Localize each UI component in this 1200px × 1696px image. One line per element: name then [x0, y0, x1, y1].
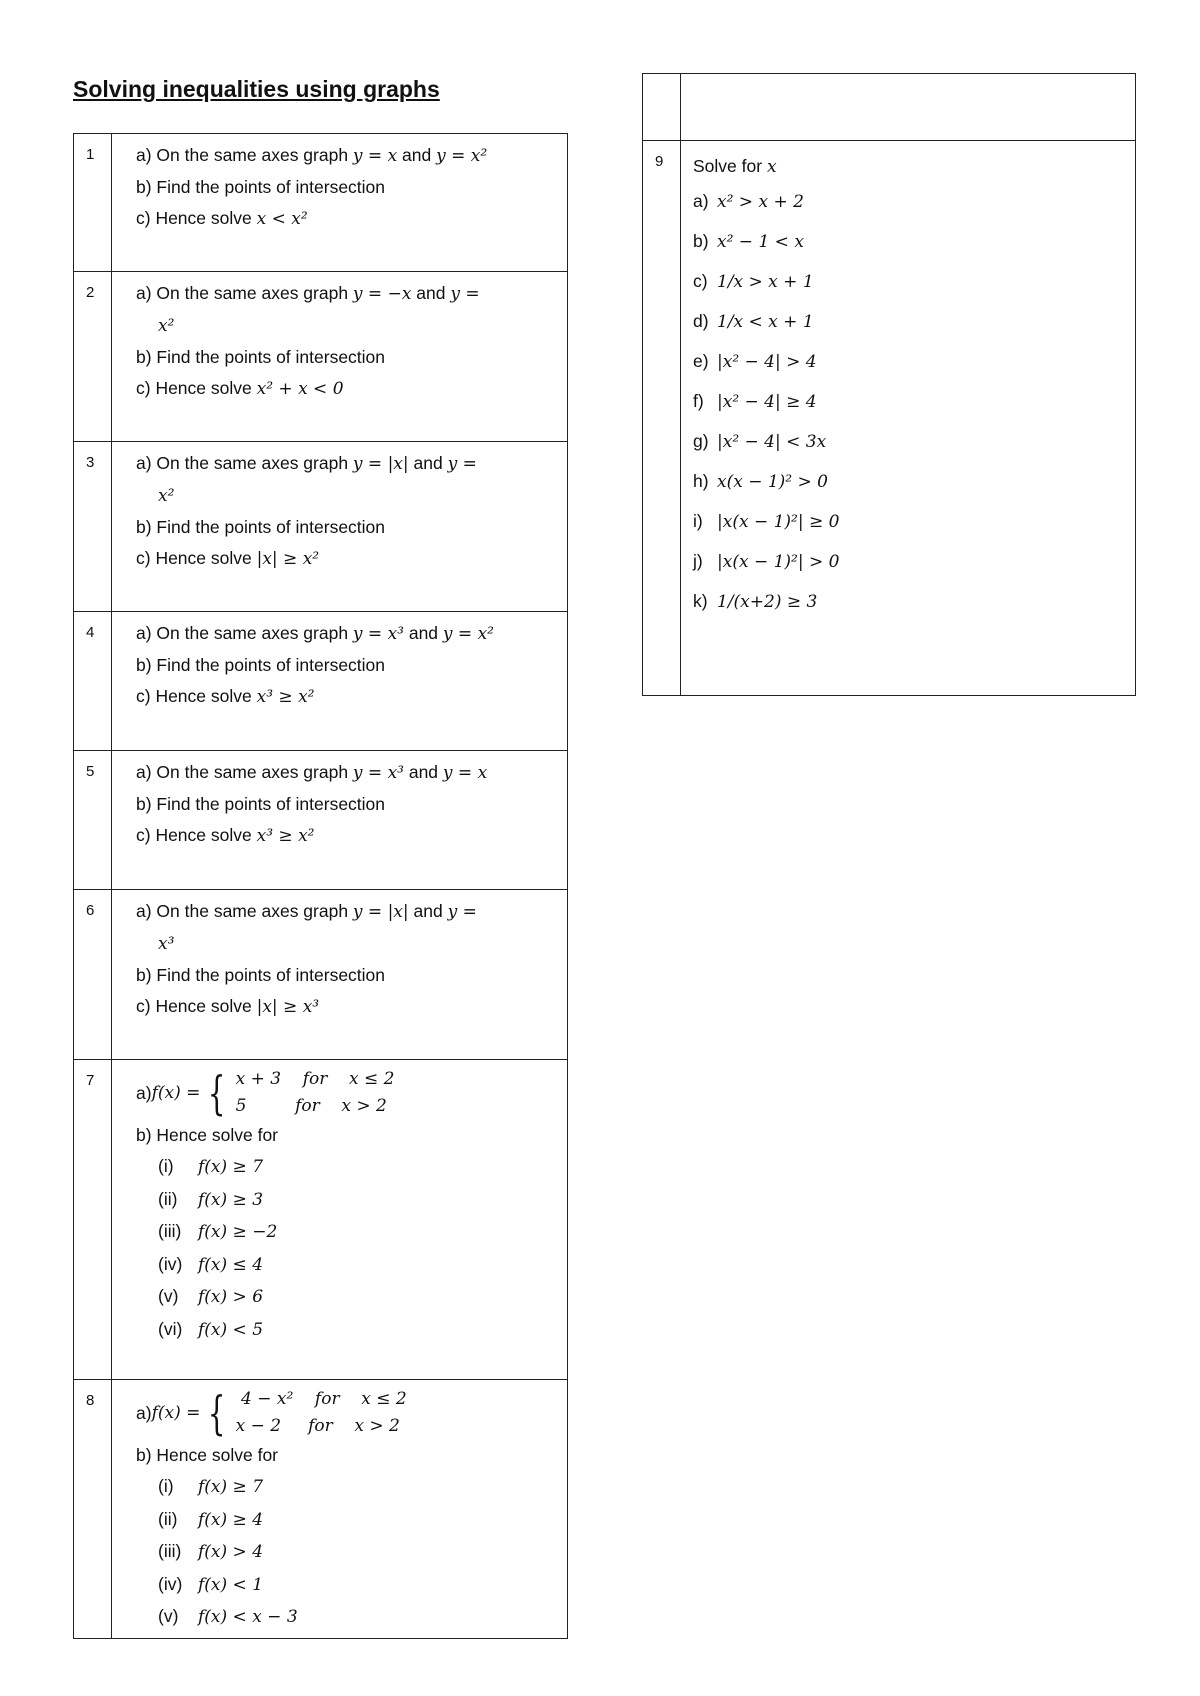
sub-question [136, 1151, 567, 1184]
math-expression: x² + x < 0 [256, 379, 344, 399]
question-body [112, 1060, 568, 1380]
math-expression: y = x³ [352, 763, 404, 783]
right-question-table [642, 73, 1136, 696]
math-expression: y = [447, 902, 477, 922]
header-number-cell [643, 74, 681, 141]
math-expression: f(x) ≥ 7 [198, 1157, 264, 1177]
question-line [136, 342, 567, 373]
math-expression: 1/x < x + 1 [717, 312, 814, 332]
instruction-text: a) On the same axes graph [136, 762, 353, 782]
piecewise-definition [136, 1386, 567, 1440]
instruction-text: b) Hence solve for [136, 1125, 279, 1145]
question-line [136, 681, 567, 713]
question-line [136, 650, 567, 681]
question-line [136, 960, 567, 991]
q9-heading [681, 151, 1135, 182]
math-expression: y = x [442, 763, 488, 783]
q9-item [681, 582, 1135, 622]
piecewise-cases [236, 1386, 407, 1440]
q9-item-label: g) [693, 431, 709, 451]
piecewise-case: 5 for x > 2 [235, 1096, 387, 1116]
sub-question [136, 1184, 567, 1217]
instruction-text: a) On the same axes graph [136, 453, 353, 473]
sub-question [136, 1281, 567, 1314]
sub-question-label: (ii) [158, 1508, 178, 1529]
instruction-text: a) On the same axes graph [136, 623, 353, 643]
question-9-body [681, 141, 1136, 696]
q9-item [681, 262, 1135, 302]
math-expression: |x² − 4| > 4 [717, 352, 817, 372]
worksheet-title: Solving inequalities using graphs [73, 76, 440, 102]
sub-question-label: (ii) [158, 1188, 178, 1209]
question-row [74, 1380, 568, 1639]
question-line [136, 928, 567, 960]
question-line [136, 140, 567, 172]
sub-question-label: (iv) [158, 1573, 183, 1594]
question-body [112, 751, 568, 890]
q9-item [681, 182, 1135, 222]
sub-question [136, 1536, 567, 1569]
question-line [136, 789, 567, 820]
math-expression: x³ [158, 934, 175, 954]
math-expression: x³ ≥ x² [256, 687, 315, 707]
math-expression: y = [450, 284, 480, 304]
sub-question-label: (i) [158, 1476, 174, 1496]
question-line [136, 543, 567, 575]
question-line [136, 203, 567, 235]
instruction-text: b) Find the points of intersection [136, 655, 386, 675]
question-number: 2 [74, 272, 112, 442]
instruction-text: b) Hence solve for [136, 1445, 279, 1465]
q9-item-label: i) [693, 511, 703, 531]
instruction-text: c) Hence solve [136, 825, 257, 845]
question-line [136, 172, 567, 203]
q9-item [681, 502, 1135, 542]
left-brace-symbol: { [208, 1386, 226, 1440]
math-expression: x² [158, 486, 175, 506]
q9-item-label: k) [693, 591, 708, 611]
question-row [74, 1060, 568, 1380]
instruction-text: b) Find the points of intersection [136, 965, 386, 985]
q9-item-label: d) [693, 311, 709, 331]
instruction-text: a) On the same axes graph [136, 283, 353, 303]
instruction-text: c) Hence solve [136, 208, 257, 228]
math-expression: y = x² [442, 624, 494, 644]
math-expression: y = x³ [352, 624, 404, 644]
math-expression: |x| ≥ x³ [256, 997, 320, 1017]
piecewise-case: x − 2 for x > 2 [235, 1416, 400, 1436]
instruction-text: b) Find the points of intersection [136, 177, 386, 197]
instruction-text: and [408, 901, 448, 921]
sub-question-label: (vi) [158, 1318, 183, 1339]
q9-heading-variable: x [766, 157, 777, 177]
math-expression: x < x² [256, 209, 308, 229]
math-expression: y = [447, 454, 477, 474]
question-body [112, 272, 568, 442]
instruction-text: b) Find the points of intersection [136, 347, 386, 367]
sub-question-label: (i) [158, 1156, 174, 1176]
q9-item-label: f) [693, 391, 704, 411]
q9-item-label: c) [693, 271, 708, 291]
math-expression: f(x) > 4 [198, 1542, 264, 1562]
part-label: a) [136, 1083, 152, 1103]
math-expression: y = |x| [352, 902, 409, 922]
math-expression: f(x) < 5 [198, 1319, 264, 1340]
question-line [136, 991, 567, 1023]
math-expression: f(x) ≥ 4 [198, 1509, 264, 1530]
left-question-table [73, 133, 568, 1639]
question-number: 3 [74, 442, 112, 612]
instruction-text: and [397, 145, 437, 165]
question-line [136, 757, 567, 789]
math-expression: |x| ≥ x² [256, 549, 320, 569]
q9-heading-text: Solve for [693, 156, 767, 176]
sub-question-label: (v) [158, 1606, 179, 1626]
sub-question [136, 1504, 567, 1537]
math-expression: f(x) > 6 [198, 1287, 264, 1307]
question-row [74, 134, 568, 272]
sub-question [136, 1216, 567, 1249]
piecewise-cases [236, 1066, 395, 1120]
sub-question [136, 1314, 567, 1347]
sub-question [136, 1471, 567, 1504]
instruction-text: and [411, 283, 451, 303]
question-line [136, 278, 567, 310]
sub-question-label: (iii) [158, 1541, 182, 1561]
question-body [112, 890, 568, 1060]
math-expression: x³ ≥ x² [256, 826, 315, 846]
question-body [112, 442, 568, 612]
instruction-text: c) Hence solve [136, 996, 257, 1016]
instruction-text: and [403, 762, 443, 782]
q9-item [681, 222, 1135, 262]
left-brace-symbol: { [208, 1066, 226, 1120]
question-number: 8 [74, 1380, 112, 1639]
question-line [136, 820, 567, 852]
sub-question-label: (iii) [158, 1221, 182, 1241]
math-expression: |x² − 4| ≥ 4 [717, 392, 817, 412]
math-expression: 1/x > x + 1 [717, 272, 814, 292]
question-line [136, 448, 567, 480]
q9-item [681, 302, 1135, 342]
q9-item [681, 422, 1135, 462]
sub-question [136, 1601, 567, 1634]
math-expression: x² − 1 < x [717, 232, 804, 252]
math-expression: y = x² [436, 146, 488, 166]
math-expression: f(x) ≥ 7 [198, 1477, 264, 1497]
q9-item [681, 462, 1135, 502]
math-expression: y = x [352, 146, 398, 166]
math-expression: y = |x| [352, 454, 409, 474]
question-number: 4 [74, 612, 112, 751]
sub-question-label: (iv) [158, 1253, 183, 1274]
question-line [136, 896, 567, 928]
question-line [136, 618, 567, 650]
question-line [136, 512, 567, 543]
math-expression: f(x) < 1 [198, 1574, 264, 1595]
instruction-text: and [408, 453, 448, 473]
sub-question [136, 1249, 567, 1282]
math-expression: y = −x [352, 284, 412, 304]
math-expression: f(x) ≥ 3 [198, 1189, 264, 1210]
piecewise-case: 4 − x² for x ≤ 2 [235, 1389, 407, 1409]
instruction-text: c) Hence solve [136, 686, 257, 706]
question-number: 5 [74, 751, 112, 890]
q9-item [681, 382, 1135, 422]
instruction-text: and [403, 623, 443, 643]
math-expression: x² > x + 2 [717, 192, 804, 212]
q9-item [681, 542, 1135, 582]
q9-item [681, 342, 1135, 382]
instruction-text: c) Hence solve [136, 378, 257, 398]
question-row [74, 890, 568, 1060]
q9-item-label: e) [693, 351, 709, 371]
question-row [74, 272, 568, 442]
header-body-cell [681, 74, 1136, 141]
question-row [74, 612, 568, 751]
instruction-text: b) Find the points of intersection [136, 517, 386, 537]
instruction-text: a) On the same axes graph [136, 901, 353, 921]
question-number: 7 [74, 1060, 112, 1380]
question-line [136, 373, 567, 405]
instruction-text: b) Find the points of intersection [136, 794, 386, 814]
q9-item-label: h) [693, 471, 709, 491]
question-body [112, 1380, 568, 1639]
function-name: f(x) = [151, 1403, 201, 1423]
math-expression: 1/(x+2) ≥ 3 [717, 592, 818, 612]
question-number: 1 [74, 134, 112, 272]
sub-question [136, 1569, 567, 1602]
part-label: a) [136, 1403, 152, 1423]
math-expression: |x(x − 1)²| ≥ 0 [717, 512, 840, 532]
sub-question-label: (v) [158, 1286, 179, 1306]
piecewise-definition [136, 1066, 567, 1120]
math-expression: f(x) ≤ 4 [198, 1254, 264, 1275]
q9-item-list [681, 182, 1135, 622]
question-body [112, 134, 568, 272]
q9-item-label: a) [693, 191, 709, 211]
question-line [136, 310, 567, 342]
question-number: 9 [643, 141, 681, 696]
math-expression: |x² − 4| < 3x [717, 432, 827, 452]
function-name: f(x) = [151, 1083, 201, 1103]
math-expression: f(x) < x − 3 [198, 1607, 298, 1627]
instruction-text: c) Hence solve [136, 548, 257, 568]
piecewise-case: x + 3 for x ≤ 2 [235, 1069, 395, 1089]
instruction-text: a) On the same axes graph [136, 145, 353, 165]
math-expression: |x(x − 1)²| > 0 [717, 552, 840, 572]
math-expression: x(x − 1)² > 0 [717, 472, 828, 492]
question-row [74, 751, 568, 890]
math-expression: f(x) ≥ −2 [198, 1222, 278, 1242]
q9-item-label: j) [693, 551, 703, 571]
math-expression: x² [158, 316, 175, 336]
q9-item-label: b) [693, 231, 709, 251]
question-body [112, 612, 568, 751]
question-line [136, 480, 567, 512]
question-number: 6 [74, 890, 112, 1060]
question-row [74, 442, 568, 612]
